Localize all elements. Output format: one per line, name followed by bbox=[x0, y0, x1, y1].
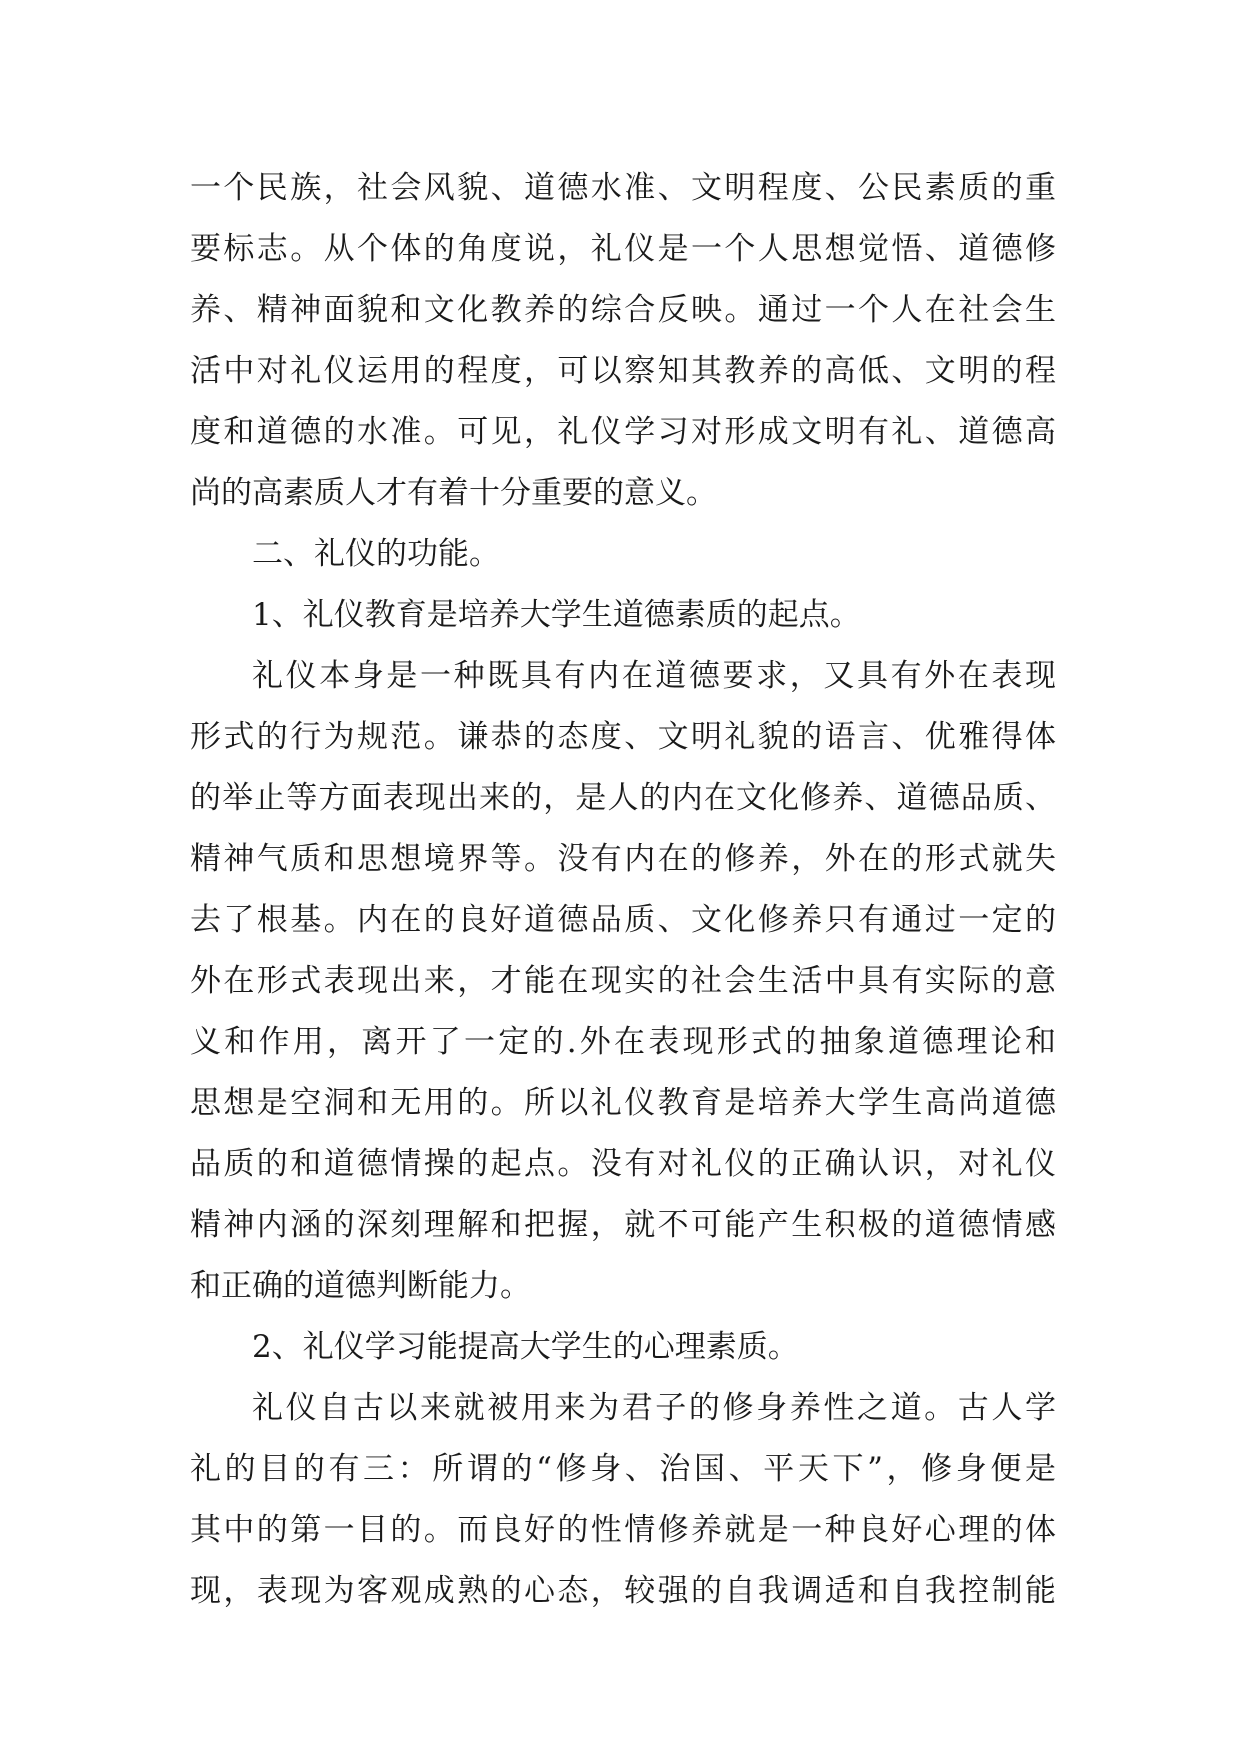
text-line: 精神气质和思想境界等。没有内在的修养，外在的形式就失 bbox=[190, 841, 1056, 877]
text-line: 现，表现为客观成熟的心态，较强的自我调适和自我控制能 bbox=[190, 1573, 1056, 1609]
body-text bbox=[190, 158, 1056, 1622]
text-line: 外在形式表现出来，才能在现实的社会生活中具有实际的意 bbox=[190, 963, 1056, 999]
text-line: 和正确的道德判断能力。 bbox=[190, 1268, 531, 1304]
text-line: 要标志。从个体的角度说，礼仪是一个人思想觉悟、道德修 bbox=[190, 231, 1056, 267]
text-line: 度和道德的水准。可见，礼仪学习对形成文明有礼、道德高 bbox=[190, 414, 1056, 450]
text-line: 的举止等方面表现出来的，是人的内在文化修养、道德品质、 bbox=[190, 780, 1056, 816]
text-line: 养、精神面貌和文化教养的综合反映。通过一个人在社会生 bbox=[190, 292, 1056, 328]
text-line: 礼的目的有三：所谓的“修身、治国、平天下”，修身便是 bbox=[190, 1451, 1056, 1487]
text-line: 尚的高素质人才有着十分重要的意义。 bbox=[190, 475, 717, 511]
text-line: 其中的第一目的。而良好的性情修养就是一种良好心理的体 bbox=[190, 1512, 1056, 1548]
text-line: 去了根基。内在的良好道德品质、文化修养只有通过一定的 bbox=[190, 902, 1056, 938]
text-line: 形式的行为规范。谦恭的态度、文明礼貌的语言、优雅得体 bbox=[190, 719, 1056, 755]
text-line: 礼仪自古以来就被用来为君子的修身养性之道。古人学 bbox=[252, 1390, 1056, 1426]
text-line: 一个民族，社会风貌、道德水准、文明程度、公民素质的重 bbox=[190, 170, 1056, 206]
text-line: 品质的和道德情操的起点。没有对礼仪的正确认识，对礼仪 bbox=[190, 1146, 1056, 1182]
text-line: 活中对礼仪运用的程度，可以察知其教养的高低、文明的程 bbox=[190, 353, 1056, 389]
text-line: 礼仪本身是一种既具有内在道德要求，又具有外在表现 bbox=[252, 658, 1056, 694]
section-heading: 二、礼仪的功能。 bbox=[252, 536, 500, 572]
text-line: 精神内涵的深刻理解和把握，就不可能产生积极的道德情感 bbox=[190, 1207, 1056, 1243]
text-line: 义和作用，离开了一定的.外在表现形式的抽象道德理论和 bbox=[190, 1024, 1056, 1060]
subsection-heading: 2、礼仪学习能提高大学生的心理素质。 bbox=[252, 1329, 799, 1365]
subsection-heading: 1、礼仪教育是培养大学生道德素质的起点。 bbox=[252, 597, 861, 633]
text-line: 思想是空洞和无用的。所以礼仪教育是培养大学生高尚道德 bbox=[190, 1085, 1056, 1121]
